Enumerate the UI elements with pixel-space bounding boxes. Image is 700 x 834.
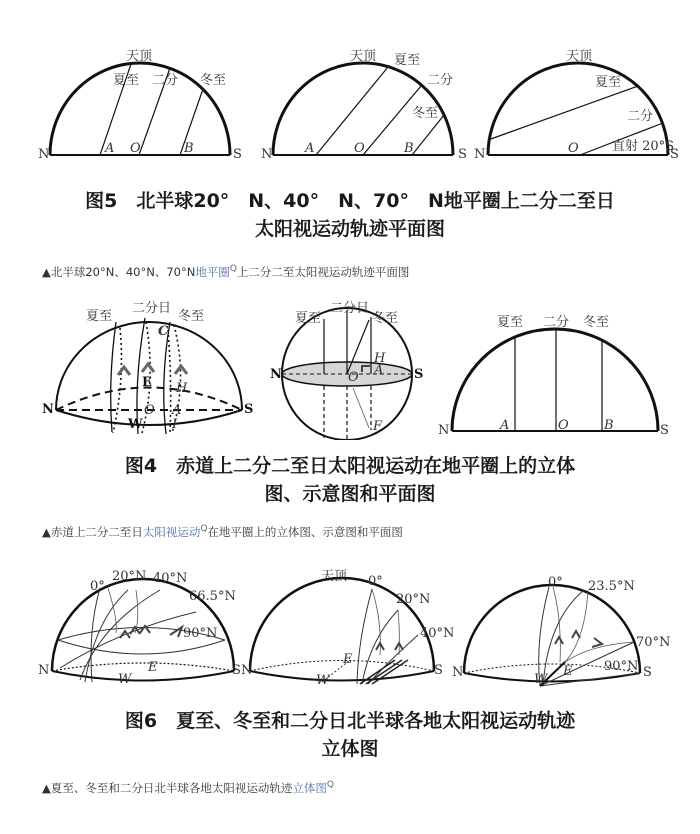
caption-link[interactable]: 地平圈 [195,265,230,279]
fig5-diagrams [0,0,700,170]
search-icon[interactable]: Q [229,264,237,275]
svg-text:夏至: 夏至 [295,311,322,326]
svg-text:S: S [414,367,424,382]
fig4-diagram-3d [42,301,253,434]
svg-text:B: B [404,141,414,156]
svg-text:A: A [500,418,510,433]
svg-text:O: O [558,418,569,433]
fig6-caption [42,780,334,796]
svg-text:F: F [373,419,383,434]
svg-text:夏至: 夏至 [113,73,140,88]
svg-text:S: S [643,665,652,680]
svg-text:S: S [244,402,254,417]
fig6-title-line2: 立体图 [321,738,379,760]
svg-text:A: A [172,403,182,418]
svg-text:E: E [343,652,353,667]
svg-text:40°N: 40°N [153,571,188,586]
svg-text:S: S [670,147,679,162]
svg-text:40°N: 40°N [420,626,455,641]
fig5-title-line1: 图5 北半球20° N、40° N、70° N地平圈上二分二至日 [85,190,615,212]
svg-text:B: B [184,141,194,156]
svg-text:W: W [118,672,132,687]
svg-text:S: S [660,423,669,438]
svg-text:天顶: 天顶 [566,49,593,64]
svg-text:夏至: 夏至 [86,309,113,324]
svg-text:23.5°N: 23.5°N [588,579,635,594]
fig4-caption [42,524,403,540]
svg-text:二分: 二分 [543,315,570,330]
caption-text: 在地平圈上的立体图、示意图和平面图 [207,525,403,539]
svg-text:N: N [38,663,50,678]
svg-text:H: H [176,381,188,396]
svg-text:O: O [144,403,155,418]
svg-text:二分日: 二分日 [330,301,370,316]
svg-text:N: N [474,147,486,162]
svg-text:夏至: 夏至 [394,53,421,68]
caption-text: ▲北半球20°N、40°N、70°N [42,265,196,279]
fig4-diagram-sphere [270,301,423,440]
fig4-title [0,452,700,508]
caption-text: ▲夏至、冬至和二分日北半球各地太阳视运动轨迹 [42,781,293,795]
svg-text:20°N: 20°N [112,569,147,584]
svg-text:N: N [261,147,273,162]
caption-text: ▲赤道上二分二至日 [42,525,143,539]
svg-text:冬至: 冬至 [200,73,227,88]
fig6-diagram-solstice-winter [241,569,454,688]
fig5-caption [42,264,409,280]
svg-text:O: O [354,141,365,156]
svg-text:90°N: 90°N [183,626,218,641]
svg-text:二分: 二分 [427,73,454,88]
svg-text:S: S [233,147,242,162]
svg-text:夏至: 夏至 [595,75,622,90]
svg-text:冬至: 冬至 [372,311,399,326]
fig4-diagrams [0,290,700,440]
fig5-diagram-40n [261,49,467,162]
svg-text:二分日: 二分日 [132,301,172,316]
svg-text:直射 20°S: 直射 20°S [612,139,675,154]
svg-text:天顶: 天顶 [350,49,377,64]
fig6-diagram-solstice-summer [38,569,241,687]
svg-text:N: N [438,423,450,438]
svg-text:0°: 0° [90,579,105,594]
svg-text:E: E [563,664,573,679]
svg-text:S: S [434,663,443,678]
svg-text:W: W [534,672,548,687]
svg-text:N: N [42,402,54,417]
svg-text:I: I [172,417,178,432]
svg-text:天顶: 天顶 [126,49,153,64]
svg-text:90°N: 90°N [604,659,639,674]
svg-text:O: O [568,141,579,156]
fig4-title-line2: 图、示意图和平面图 [264,483,436,505]
fig5-diagram-70n [474,49,679,162]
svg-text:S: S [458,147,467,162]
svg-text:A: A [305,141,315,156]
svg-text:H: H [374,351,386,366]
fig6-diagrams [0,560,700,710]
svg-text:天顶: 天顶 [321,569,348,584]
fig6-diagram-equinox [452,575,670,687]
svg-text:W: W [316,673,330,688]
svg-text:N: N [452,665,464,680]
svg-text:二分: 二分 [152,73,179,88]
svg-text:N: N [241,663,253,678]
svg-text:A: A [105,141,115,156]
svg-text:0°: 0° [368,574,383,589]
caption-text: 上二分二至太阳视运动轨迹平面图 [236,265,410,279]
svg-text:O: O [130,141,141,156]
fig5-diagram-20n [38,49,242,162]
fig4-diagram-plan [438,315,669,438]
svg-text:C: C [158,324,169,339]
svg-text:S: S [232,663,241,678]
caption-link[interactable]: 立体图 [292,781,327,795]
svg-text:夏至: 夏至 [497,315,524,330]
svg-text:E: E [142,375,152,390]
svg-text:0°: 0° [548,575,563,590]
svg-text:66.5°N: 66.5°N [189,589,236,604]
svg-text:70°N: 70°N [636,635,671,650]
svg-text:O: O [348,370,359,385]
svg-text:二分: 二分 [627,109,654,124]
fig5-title [0,187,700,243]
svg-text:N: N [38,147,50,162]
fig5-title-line2: 太阳视运动轨迹平面图 [254,218,445,240]
fig6-title [0,707,700,763]
svg-text:N: N [270,367,282,382]
svg-text:E: E [148,660,158,675]
svg-text:冬至: 冬至 [412,106,439,121]
svg-text:W: W [128,417,143,432]
svg-text:20°N: 20°N [396,592,431,607]
svg-text:B: B [604,418,614,433]
search-icon[interactable]: Q [326,780,334,791]
svg-text:冬至: 冬至 [178,309,205,324]
search-icon[interactable]: Q [200,524,208,535]
fig4-title-line1: 图4 赤道上二分二至日太阳视运动在地平圈上的立体 [124,455,576,477]
svg-text:A: A [374,363,384,378]
caption-link[interactable]: 太阳视运动 [142,525,201,539]
svg-text:冬至: 冬至 [583,315,610,330]
fig6-title-line1: 图6 夏至、冬至和二分日北半球各地太阳视运动轨迹 [124,710,576,732]
